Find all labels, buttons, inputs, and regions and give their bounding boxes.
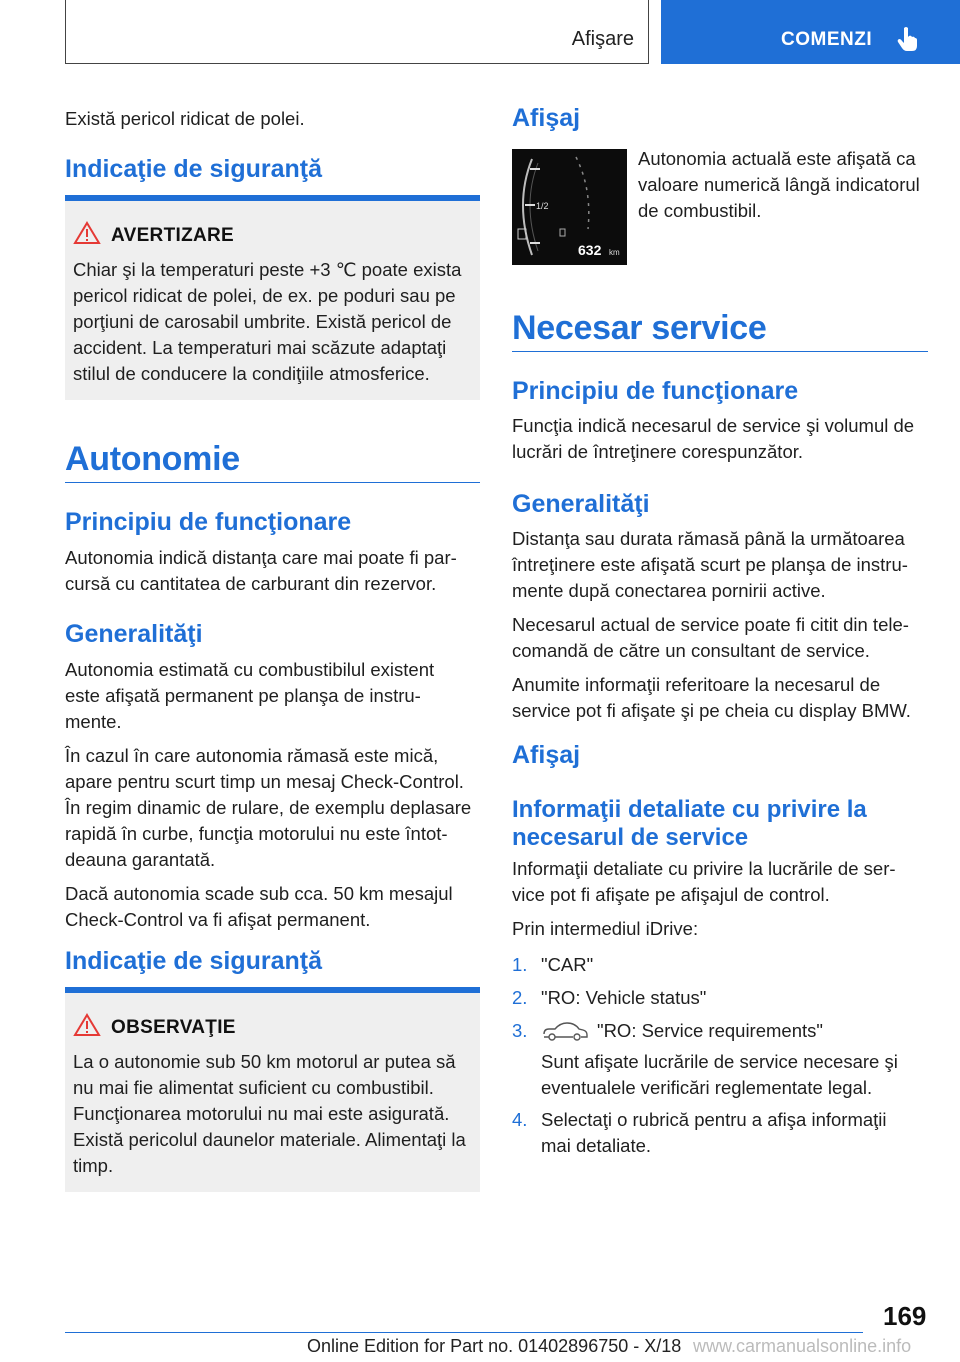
notice-line: Funcţionarea motorului nu mai este asigurată. [73,1103,450,1124]
principiu-text-right [512,413,942,465]
text-line: comandă de către un consultant de service. [512,640,870,661]
generalitati-text-left [65,657,485,933]
text-line: rapidă în curbe, funcţia motorului nu este întot‐ [65,823,448,844]
text-line: lucrări de întreţinere corespunzător. [512,441,804,462]
warning-triangle-icon [73,1013,101,1037]
text-line: Autonomia estimată cu combustibilul existent [65,659,435,680]
text-line: este afişată permanent pe planşa de instru‐ [65,685,421,706]
notice-line: nu mai fie alimentat suficient cu combustibil. [73,1077,434,1098]
footer-edition: Online Edition for Part no. 01402896750 - X/18 [307,1336,682,1356]
generalitati-heading-left: Generalităţi [65,620,203,648]
step-number: 2. [512,987,528,1008]
step-text: Selectaţi o rubrică pentru a afişa informaţii [541,1109,887,1130]
warning-text [73,257,472,387]
text-line: vice pot fi afişate pe afişajul de control. [512,884,830,905]
page-number: 169 [883,1301,927,1331]
list-item [512,1107,527,1133]
notice-label: OBSERVAŢIE [111,1017,236,1038]
step-number: 1. [512,954,528,975]
text-line: Autonomia indică distanţa care mai poate fi par‐ [65,547,457,568]
warning-line: Chiar şi la temperaturi peste +3 ℃ poate exista [73,259,462,280]
header-chapter-tab [661,0,960,64]
watermark: www.carmanualsonline.info [693,1336,912,1356]
step-text: "RO: Service requirements" [597,1020,823,1041]
warning-line: pericol ridicat de polei, de ex. pe poduri sau pe [73,285,456,306]
detail-heading-line: Informaţii detaliate cu privire la [512,796,867,823]
text-line: apare pentru scurt timp un mesaj Check-Control. [65,771,464,792]
step-text: "CAR" [541,954,594,975]
warning-line: accident. La temperaturi mai scăzute adaptaţi [73,337,447,358]
text-line: deauna garantată. [65,849,216,870]
text-line: mente după conectarea pornirii active. [512,580,826,601]
notice-box-bar [65,987,480,993]
autonomie-heading: Autonomie [65,440,240,478]
list-item [512,985,527,1011]
step-extra-text: Sunt afişate lucrările de service necesare şi [541,1051,898,1072]
notice-line: La o autonomie sub 50 km motorul ar putea să [73,1051,456,1072]
step-text: "RO: Vehicle status" [541,987,707,1008]
generalitati-text-right [512,526,942,724]
afisaj-text [638,146,938,224]
gauge-range-value: 632 [578,242,602,258]
header-section-label: Afişare [571,28,634,50]
notice-line: timp. [73,1155,114,1176]
list-item [512,952,527,978]
list-item [512,1018,527,1044]
step-number: 4. [512,1109,528,1130]
gauge-half-mark: 1/2 [536,201,549,211]
text-line: Autonomia actuală este afişată ca [638,148,916,169]
header-section-tab [65,0,649,64]
text-line: cursă cu cantitatea de carburant din rezervor. [65,573,437,594]
text-line: Funcţia indică necesarul de service şi volumul de [512,415,915,436]
warning-box [65,195,480,400]
text-line: service pot fi afişate şi pe cheia cu display BMW. [512,700,911,721]
notice-text [73,1049,472,1179]
fuel-gauge-image [512,149,627,265]
header-chapter-label: COMENZI [781,29,873,50]
text-line: Informaţii detaliate cu privire la lucrările de ser‐ [512,858,896,879]
safety-heading-1: Indicaţie de siguranţă [65,155,323,183]
principiu-heading-right: Principiu de funcţionare [512,377,799,405]
notice-box [65,987,480,1192]
warning-box-bar [65,195,480,201]
detail-heading [512,796,942,852]
afisaj-heading: Afişaj [512,104,581,132]
text-line: Distanţa sau durata rămasă până la următoarea [512,528,905,549]
principiu-heading-left: Principiu de funcţionare [65,508,352,536]
gauge-range-unit: km [609,248,620,257]
autonomie-rule [65,482,480,483]
car-icon [541,1020,589,1042]
text-line: Anumite informaţii referitoare la necesarul de [512,674,881,695]
warning-triangle-icon [73,221,101,245]
idrive-label: Prin intermediul iDrive: [512,918,699,939]
warning-label: AVERTIZARE [111,225,234,246]
warning-line: stilul de conducere la condiţiile atmosferice. [73,363,430,384]
text-line: valoare numerică lângă indicatorul [638,174,920,195]
notice-line: Există pericolul daunelor materiale. Alimentaţi la [73,1129,466,1150]
footer-rule [65,1332,863,1333]
text-line: mente. [65,711,122,732]
text-line: Necesarul actual de service poate fi citit din tele‐ [512,614,909,635]
safety-heading-2: Indicaţie de siguranţă [65,947,323,975]
step-number: 3. [512,1020,528,1041]
detail-text [512,856,942,942]
text-line: Dacă autonomia scade sub cca. 50 km mesajul [65,883,453,904]
generalitati-heading-right: Generalităţi [512,490,650,518]
text-line: În regim dinamic de rulare, de exemplu deplasare [65,797,472,818]
pointing-hand-icon [897,26,919,52]
step-extra-text: eventualele verificări reglementate legal. [541,1077,873,1098]
principiu-text-left [65,545,485,597]
text-line: de combustibil. [638,200,762,221]
warning-line: porţiuni de carosabil umbrite. Există pericol de [73,311,452,332]
afisaj-heading-2: Afişaj [512,741,581,769]
step-extra-text: mai detaliate. [541,1135,652,1156]
service-rule [512,351,928,352]
intro-text: Există pericol ridicat de polei. [65,108,305,129]
service-heading: Necesar service [512,309,767,347]
detail-heading-line: necesarul de service [512,824,749,851]
text-line: Check-Control va fi afişat permanent. [65,909,371,930]
text-line: În cazul în care autonomia rămasă este mică, [65,745,439,766]
text-line: întreţinere este afişată scurt pe planşa de instru‐ [512,554,908,575]
